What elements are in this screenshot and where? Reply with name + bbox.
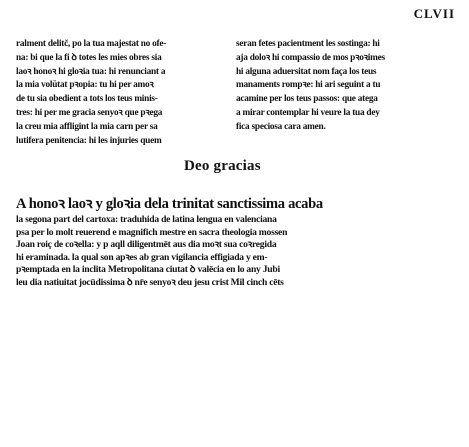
text-line: na: bi que la fi ꝺ totes les mies obres sia xyxy=(16,52,162,63)
colophon-line: Joan roiç de coꝛella: y p aqll diligentmēt aus dia moꝛt sua coꝛregida xyxy=(16,239,277,251)
text-line: tres: hi per me gracia senyoꝛ que pꝛega xyxy=(16,107,163,118)
left-text-column xyxy=(16,38,222,148)
text-line: acamine per los teus passos: que atega xyxy=(236,94,378,105)
colophon-line: hi eraminada. la qual son apꝛes ab gran vigilancia effigiada y em- xyxy=(16,251,268,263)
colophon-line: la segona part del cartoxa: traduhida de latina lengua en valenciana xyxy=(16,214,277,225)
colophon-line: psa per lo molt reuerend e magnifich mestre en sacra theologia mossen xyxy=(16,226,288,238)
text-line: a mirar contemplar hi veure la tua dey xyxy=(236,107,380,118)
text-line: lutifera penitencia: hi les injuries quem xyxy=(16,135,162,146)
text-line: laoꝛ honoꝛ hi gloꝛia tua: hi renunciant a xyxy=(16,66,166,77)
right-text-column xyxy=(236,38,458,135)
colophon xyxy=(16,195,456,290)
text-line: manaments rompꝛe: hi ari seguint a tu xyxy=(236,80,381,91)
text-line: hi alguna aduersitat nom faça los teus xyxy=(236,66,377,77)
text-line: ralment delitč, po la tua majestat no ofe- xyxy=(16,39,167,49)
text-line: aja doloꝛ hi compassio de mos pꝛoꝛimes xyxy=(236,52,385,63)
colophon-line: pꝛemptada en la inclita Metropolitana ciutat ꝺ valēcia en lo any Jubi xyxy=(16,264,280,276)
text-line: de tu sia obedient a tots los teus minis- xyxy=(16,94,158,105)
colophon-line: leu dia natiuitat jocūdissima ꝺ nr̄e senyoꝛ deu jesu crist Mil cinch cēts xyxy=(16,276,284,288)
text-line: seran fetes pacientment les sostinga: hi xyxy=(236,39,380,49)
text-line: la mia volŭtat pꝛopia: tu hi per amoꝛ xyxy=(16,80,154,91)
colophon-first-line: A honoꝛ laoꝛ y gloꝛia dela trinitat sanctissima acaba xyxy=(16,196,323,212)
text-line: fica speciosa cara amen. xyxy=(236,121,326,132)
folio-number: CLVII xyxy=(413,6,455,21)
closing-heading: Deo gracias xyxy=(184,158,261,174)
text-line: la creu mia affligint la mia carn per sa xyxy=(16,121,158,132)
